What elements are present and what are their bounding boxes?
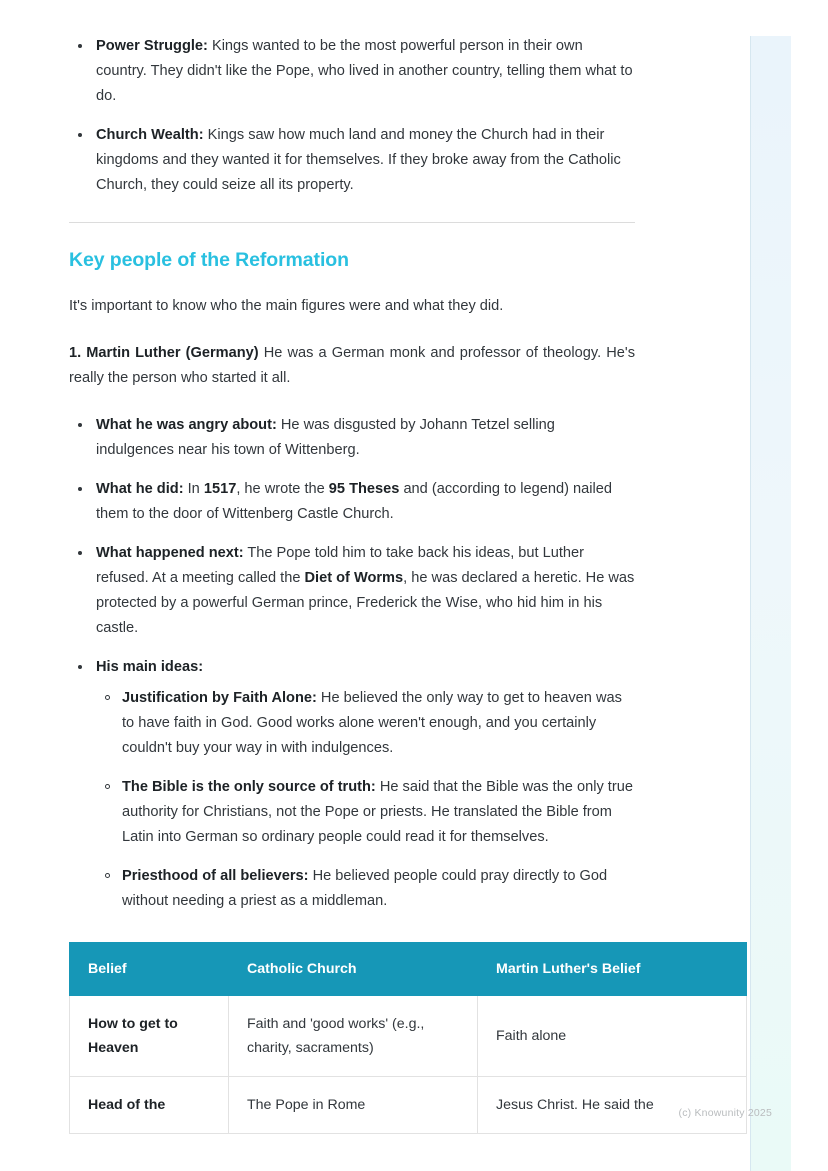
page-side-gradient-strip	[751, 36, 791, 1171]
section-intro-paragraph: It's important to know who the main figures were and what they did.	[69, 298, 504, 314]
section-heading: Key people of the Reformation	[69, 249, 349, 271]
copyright-watermark: (c) Knowunity 2025	[678, 1107, 772, 1119]
bullet-label: Church Wealth:	[96, 127, 204, 143]
list-item	[69, 123, 635, 198]
column-header-belief: Belief	[70, 943, 229, 996]
list-item	[96, 775, 635, 850]
list-item	[96, 686, 635, 761]
person-description: He was a German monk and professor of theology. He's really the person who started it all.	[69, 345, 635, 386]
bullet-label: What happened next:	[96, 545, 244, 561]
sub-bullet-text: He said that the Bible was the only true authority for Christians, not the Pope or priests. He translated the Bible from Latin into German so ordinary people could read it for themselves.	[122, 779, 633, 845]
bullet-label: What he did:	[96, 481, 184, 497]
causes-bullet-list	[69, 34, 635, 198]
list-item	[69, 541, 635, 641]
bullet-label: His main ideas:	[96, 659, 204, 675]
list-item	[96, 864, 635, 914]
list-item-main-ideas	[69, 655, 635, 914]
main-ideas-sub-list	[96, 686, 635, 914]
bullet-emphasis-theses: 95 Theses	[328, 481, 400, 497]
table-row	[70, 1077, 747, 1134]
bullet-emphasis-diet-of-worms: Diet of Worms	[304, 570, 404, 586]
bullet-text: and (according to legend) nailed them to the door of Wittenberg Castle Church.	[96, 481, 612, 522]
bullet-emphasis-year: 1517	[203, 481, 237, 497]
cell-catholic: The Pope in Rome	[229, 1077, 478, 1134]
comparison-table-wrapper	[69, 942, 654, 1134]
sub-bullet-label: Justification by Faith Alone:	[122, 690, 317, 706]
sub-bullet-label: Priesthood of all believers:	[122, 868, 309, 884]
column-header-luther-belief: Martin Luther's Belief	[478, 943, 747, 996]
cell-catholic: Faith and 'good works' (e.g., charity, sacraments)	[229, 996, 478, 1077]
luther-bullet-list	[69, 413, 635, 914]
bullet-text: , he was declared a heretic. He was protected by a powerful German prince, Frederick the Wise, who hid him in his castle.	[96, 570, 635, 636]
table-body	[70, 996, 747, 1134]
person-paragraph	[69, 341, 635, 391]
bullet-text: , he wrote the	[236, 481, 329, 497]
bullet-text: Kings wanted to be the most powerful person in their own country. They didn't like the Pope, who lived in another country, telling them what to do.	[96, 38, 633, 104]
cell-belief: Head of the	[70, 1077, 229, 1134]
list-item	[69, 477, 635, 527]
sub-bullet-label: The Bible is the only source of truth:	[122, 779, 376, 795]
column-header-catholic-church: Catholic Church	[229, 943, 478, 996]
cell-luther: Faith alone	[478, 996, 747, 1077]
list-item	[69, 413, 635, 463]
table-header	[70, 943, 747, 996]
bullet-label: What he was angry about:	[96, 417, 277, 433]
page-side-divider-line	[750, 36, 751, 1171]
list-item	[69, 34, 635, 109]
bullet-text: The Pope told him to take back his ideas, but Luther refused. At a meeting called the	[96, 545, 585, 586]
table-row	[70, 996, 747, 1077]
comparison-table	[69, 942, 747, 1134]
document-content	[69, 34, 654, 1134]
table-header-row	[70, 943, 747, 996]
bullet-text: He was disgusted by Johann Tetzel selling indulgences near his town of Wittenberg.	[96, 417, 555, 458]
person-heading: 1. Martin Luther (Germany)	[69, 345, 259, 361]
cell-luther: Jesus Christ. He said the	[478, 1077, 747, 1134]
sub-bullet-text: He believed the only way to get to heaven was to have faith in God. Good works alone weren't enough, and you certainly couldn't buy your way in with indulgences.	[122, 690, 622, 756]
cell-belief: How to get to Heaven	[70, 996, 229, 1077]
bullet-text: Kings saw how much land and money the Church had in their kingdoms and they wanted it for themselves. If they broke away from the Catholic Church, they could seize all its property.	[96, 127, 621, 193]
bullet-text: In	[183, 481, 204, 497]
sub-bullet-text: He believed people could pray directly to God without needing a priest as a middleman.	[122, 868, 608, 909]
bullet-label: Power Struggle:	[96, 38, 208, 54]
section-divider	[69, 222, 635, 223]
